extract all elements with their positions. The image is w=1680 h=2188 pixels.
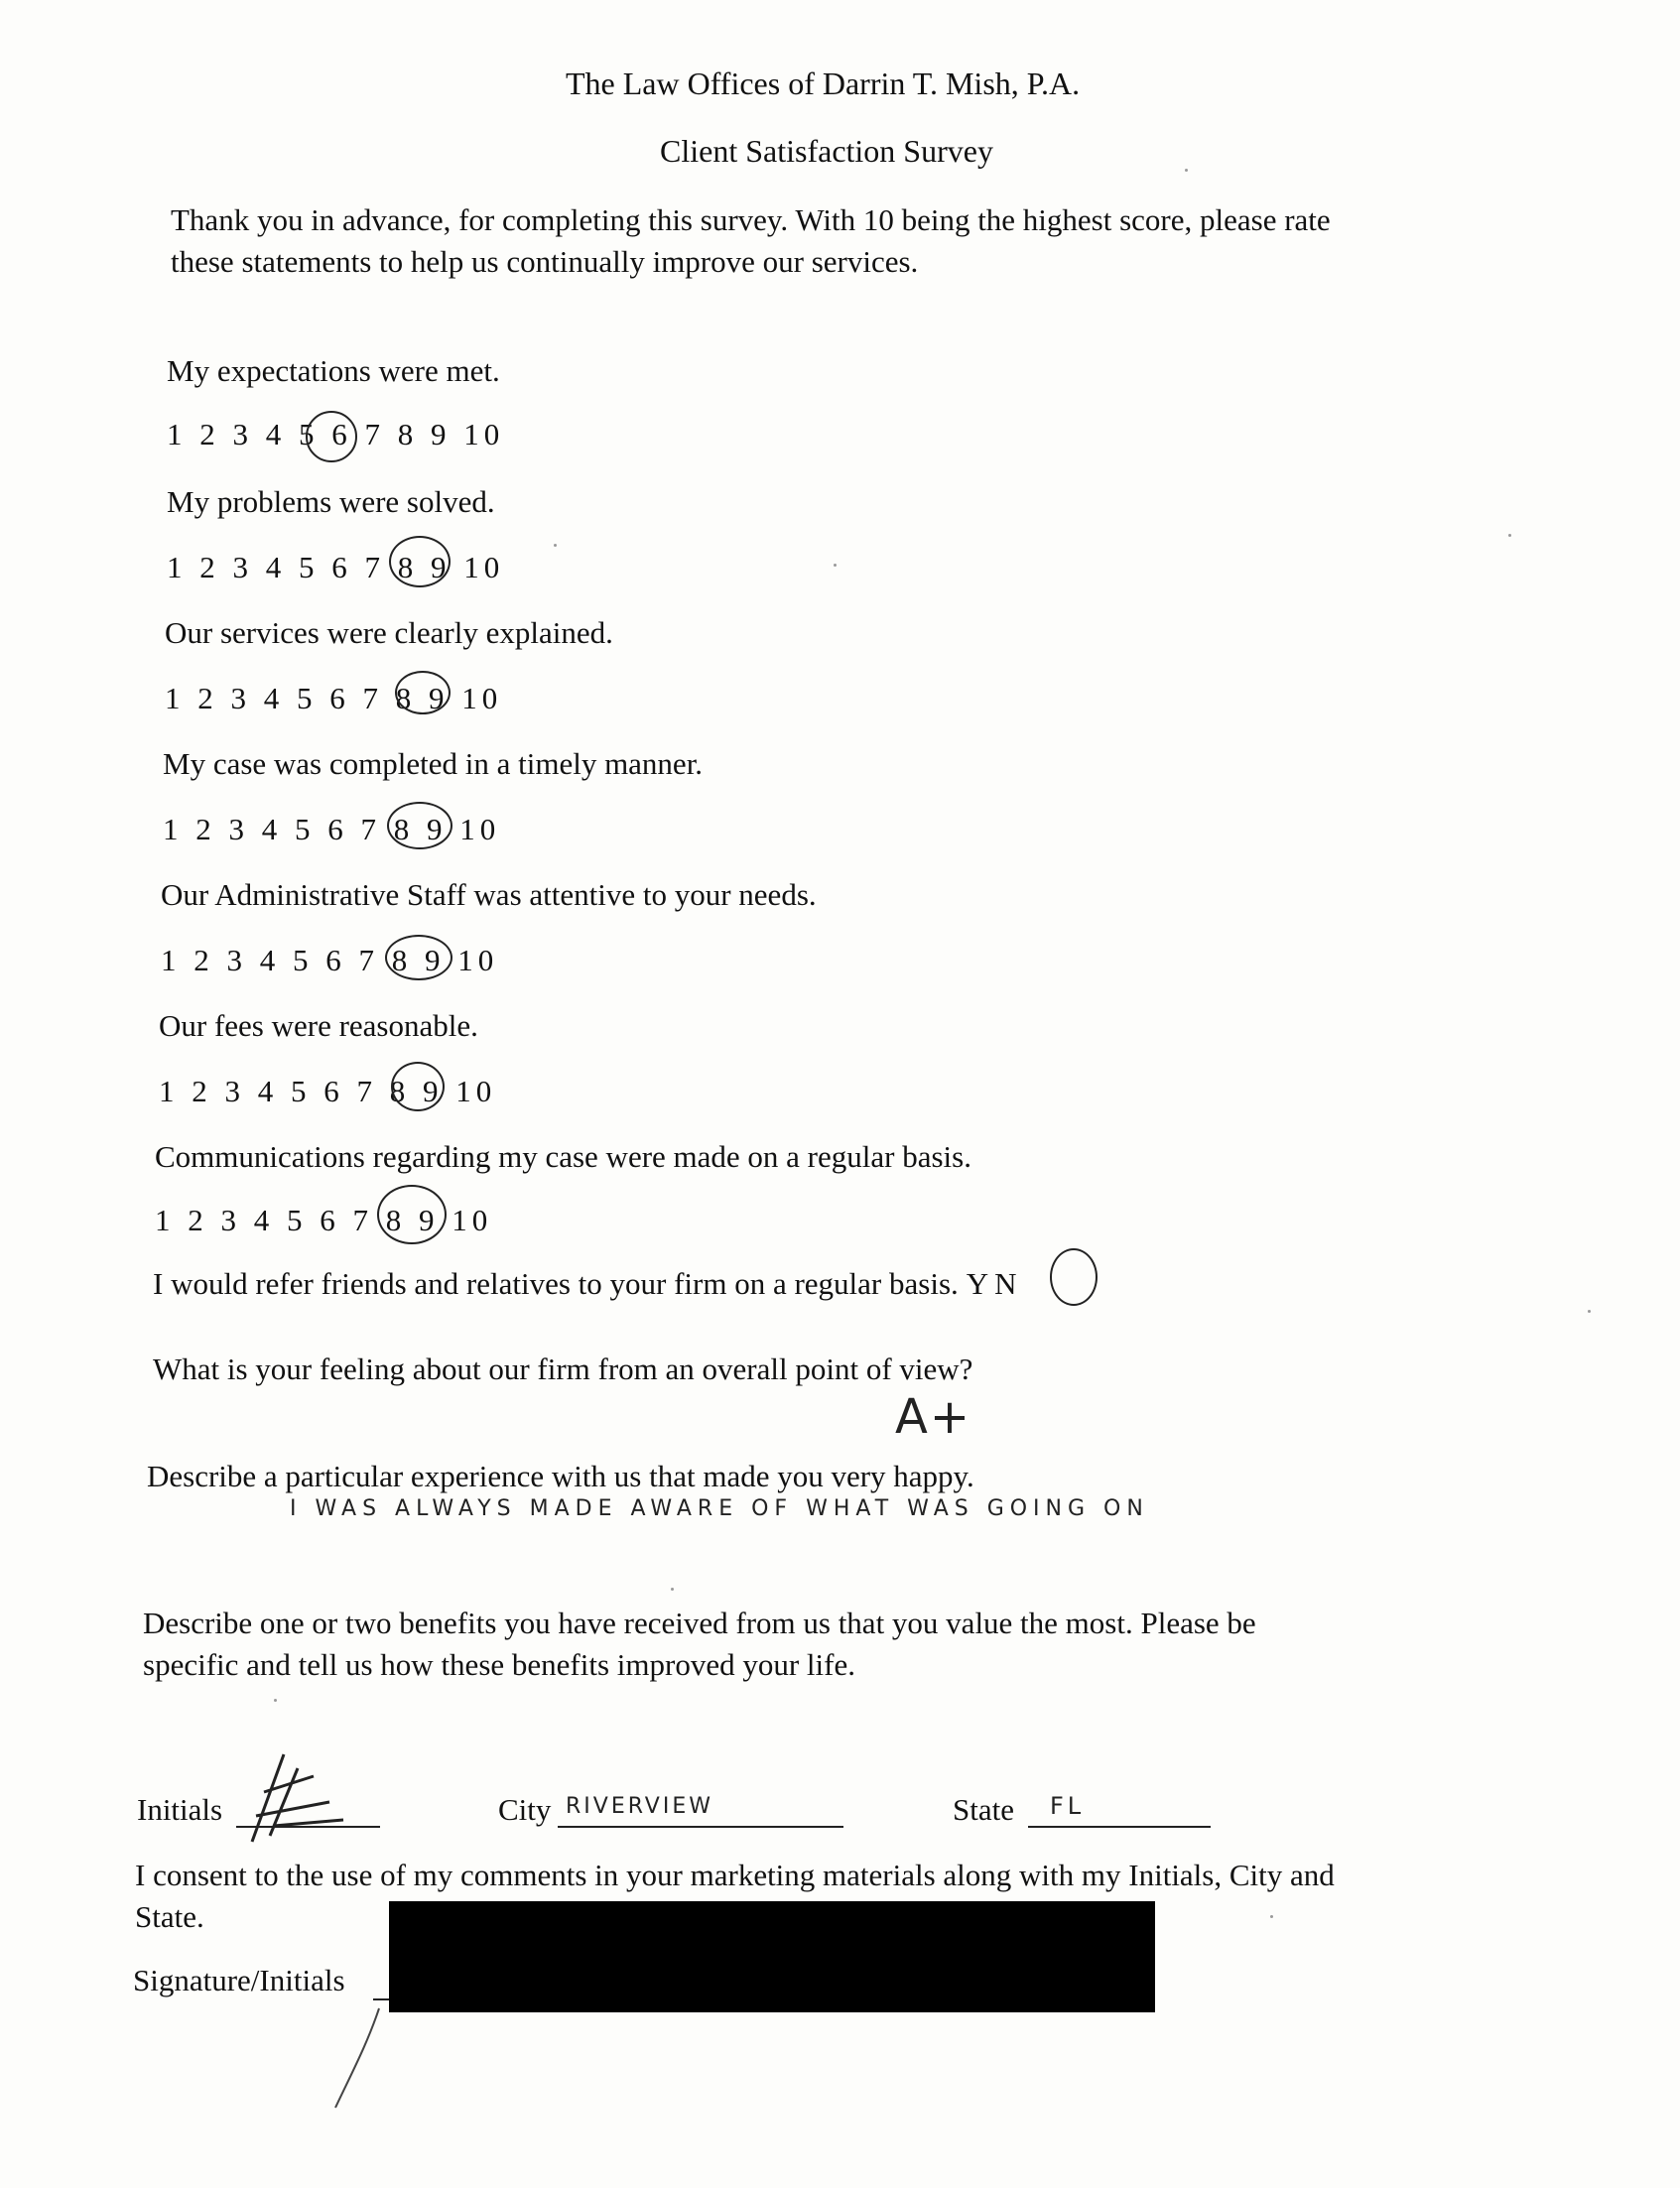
question-1-scale: 1 2 3 4 5 6 7 8 9 10: [167, 417, 505, 451]
state-value: FL: [1050, 1792, 1086, 1820]
city-line: [558, 1826, 843, 1828]
scan-speck: [1508, 534, 1511, 537]
question-5-text: Our Administrative Staff was attentive to your needs.: [161, 877, 817, 912]
benefits-line-2: specific and tell us how these benefits improved your life.: [143, 1647, 855, 1682]
question-2-selected-circle: [389, 536, 451, 587]
scan-speck: [274, 1699, 277, 1702]
signature-label: Signature/Initials: [133, 1963, 345, 1997]
initials-label: Initials: [137, 1792, 223, 1827]
experience-answer: I WAS ALWAYS MADE AWARE OF WHAT WAS GOING ON: [290, 1496, 1149, 1521]
firm-name: The Law Offices of Darrin T. Mish, P.A.: [566, 65, 1081, 101]
refer-yes-circle: [1050, 1248, 1098, 1306]
state-label: State: [953, 1792, 1014, 1827]
scan-speck: [1185, 169, 1188, 172]
intro-line-1: Thank you in advance, for completing this survey. With 10 being the highest score, please rate: [171, 202, 1331, 237]
question-7-scale: 1 2 3 4 5 6 7 8 9 10: [155, 1203, 493, 1237]
question-4-scale: 1 2 3 4 5 6 7 8 9 10: [163, 812, 501, 846]
question-6-selected-circle: [391, 1062, 445, 1111]
city-label: City: [498, 1792, 552, 1827]
question-5-scale: 1 2 3 4 5 6 7 8 9 10: [161, 943, 499, 977]
question-3-selected-circle: [395, 671, 451, 714]
scan-speck: [554, 544, 557, 547]
scan-speck: [1588, 1310, 1591, 1313]
question-7-text: Communications regarding my case were made on a regular basis.: [155, 1139, 971, 1174]
benefits-line-1: Describe one or two benefits you have received from us that you value the most. Please be: [143, 1606, 1256, 1640]
consent-line-2: State.: [135, 1899, 204, 1934]
question-7-selected-circle: [377, 1185, 447, 1244]
overall-answer: A+: [895, 1389, 972, 1445]
scan-speck: [1270, 1915, 1273, 1918]
question-3-scale: 1 2 3 4 5 6 7 8 9 10: [165, 681, 503, 715]
refer-no-option: N: [994, 1266, 1017, 1301]
question-6-scale: 1 2 3 4 5 6 7 8 9 10: [159, 1074, 497, 1108]
refer-question: [153, 1266, 1017, 1302]
redaction-box: [389, 1901, 1155, 2012]
refer-question-text: I would refer friends and relatives to your firm on a regular basis.: [153, 1266, 959, 1301]
question-6-text: Our fees were reasonable.: [159, 1008, 478, 1043]
question-1-selected-circle: [306, 411, 357, 462]
state-line: [1028, 1826, 1211, 1828]
survey-title: Client Satisfaction Survey: [660, 133, 993, 169]
question-4-text: My case was completed in a timely manner.: [163, 746, 704, 781]
question-3-text: Our services were clearly explained.: [165, 615, 613, 650]
question-2-scale: 1 2 3 4 5 6 7 8 9 10: [167, 550, 505, 584]
question-2-text: My problems were solved.: [167, 484, 495, 519]
question-1-text: My expectations were met.: [167, 353, 500, 388]
scan-speck: [671, 1588, 674, 1591]
intro-line-2: these statements to help us continually improve our services.: [171, 244, 919, 279]
signature-stroke-icon: [327, 2004, 387, 2114]
consent-line-1: I consent to the use of my comments in your marketing materials along with my Initials, City and: [135, 1858, 1335, 1892]
question-5-selected-circle: [385, 935, 452, 980]
refer-yes-option: Y: [966, 1266, 989, 1301]
scan-speck: [834, 564, 837, 567]
question-4-selected-circle: [387, 802, 452, 849]
city-value: RIVERVIEW: [566, 1794, 713, 1819]
experience-question: Describe a particular experience with us that made you very happy.: [147, 1459, 974, 1493]
initials-mark-icon: [234, 1746, 373, 1856]
overall-question: What is your feeling about our firm from an overall point of view?: [153, 1351, 973, 1386]
